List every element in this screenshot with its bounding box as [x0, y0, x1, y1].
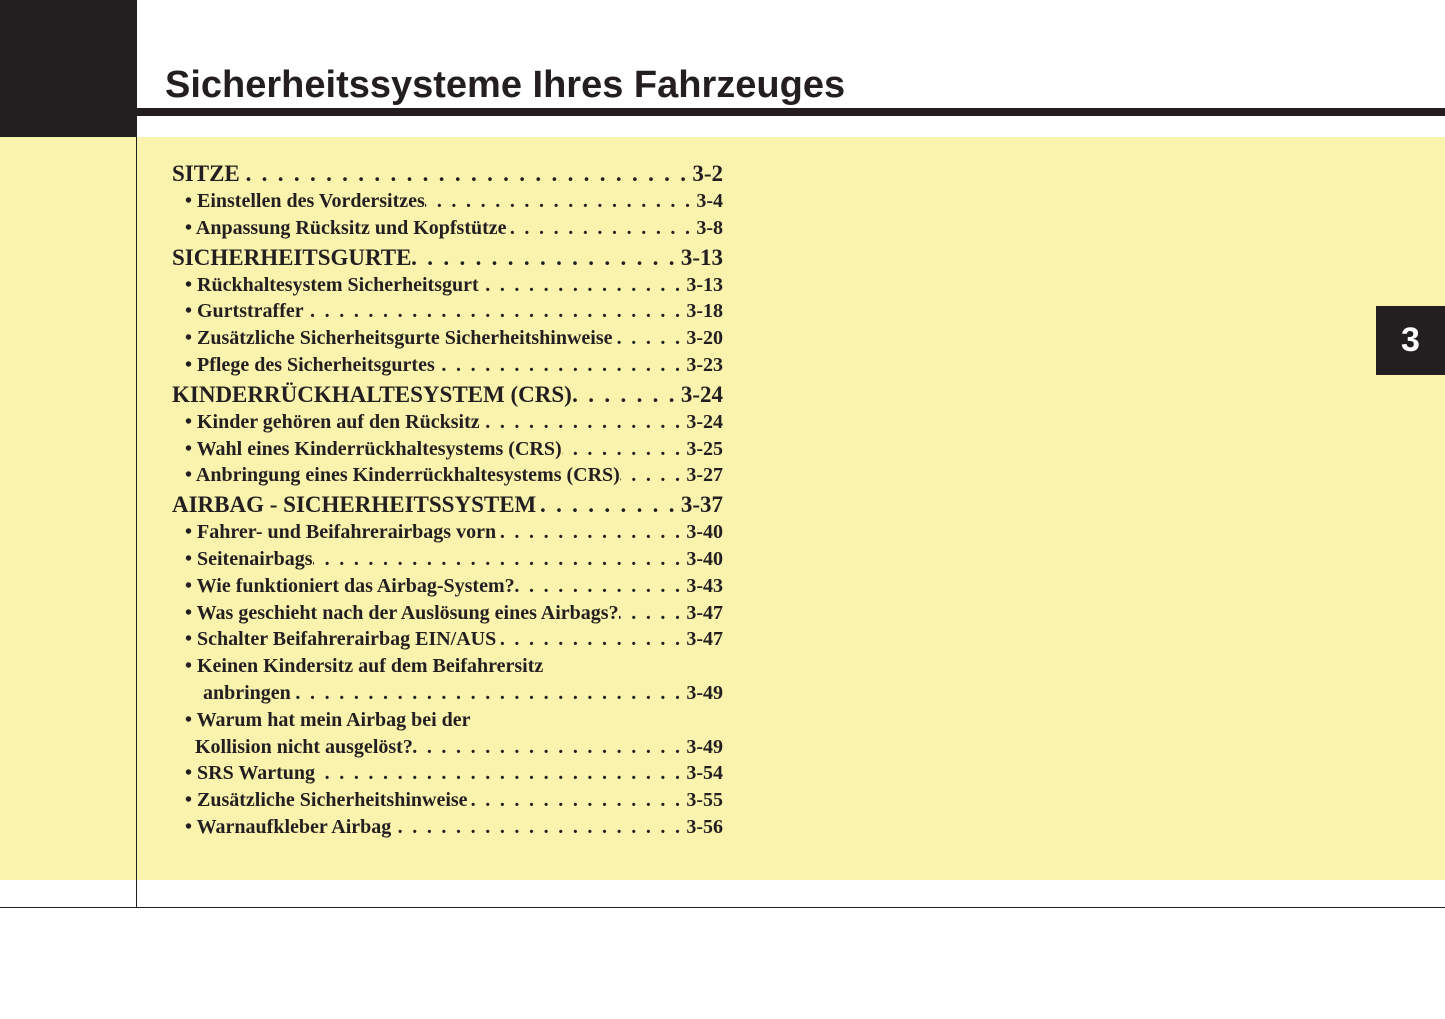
toc-section-entry[interactable] [172, 490, 723, 519]
toc-page-number: 3-49 [686, 735, 723, 758]
toc-subsection-entry[interactable] [172, 215, 723, 242]
toc-page-number: 3-55 [686, 789, 723, 812]
toc-entry-label: • Einstellen des Vordersitzes [185, 190, 425, 212]
toc-entry-label: • Zusätzliche Sicherheitsgurte Sicherheitshinweise [185, 327, 613, 350]
corner-block [0, 0, 137, 137]
toc-page-number: 3-56 [686, 815, 723, 838]
toc-entry-label: • Keinen Kindersitz auf dem Beifahrersitz [185, 655, 544, 678]
toc-subsection-entry[interactable] [172, 298, 723, 325]
toc-subsection-entry[interactable] [172, 680, 723, 707]
toc-entry-label: • Rückhaltesystem Sicherheitsgurt [185, 273, 479, 296]
toc-dot-leader [479, 272, 687, 299]
toc-page-number: 3-43 [686, 574, 723, 597]
toc-page-number: 3-37 [680, 492, 723, 518]
toc-section-entry[interactable] [172, 380, 723, 409]
toc-page-number: 3-13 [680, 244, 723, 270]
toc-page-number: 3-47 [686, 601, 723, 624]
toc-subsection-entry[interactable] [172, 325, 723, 352]
toc-dot-leader [315, 760, 686, 787]
toc-page-number: 3-40 [686, 547, 723, 570]
toc-dot-leader [619, 600, 687, 627]
toc-subsection-entry [172, 707, 723, 734]
toc-page-number: 3-49 [686, 681, 723, 704]
toc-subsection-entry[interactable] [172, 519, 723, 546]
bottom-rule [0, 907, 1445, 908]
left-margin-line [136, 137, 137, 908]
toc-entry-label: anbringen [203, 681, 291, 704]
toc-page-number: 3-18 [686, 300, 723, 323]
toc-entry-label: • Wie funktioniert das Airbag-System? [185, 574, 515, 597]
toc-subsection-entry[interactable] [172, 436, 723, 463]
toc-entry-label: • Was geschieht nach der Auslösung eines Airbags? [185, 601, 619, 624]
toc-dot-leader [480, 409, 687, 436]
toc-subsection-entry[interactable] [172, 188, 723, 215]
toc-dot-leader [496, 519, 686, 546]
title-rule [137, 108, 1445, 116]
toc-subsection-entry[interactable] [172, 573, 723, 600]
toc-subsection-entry[interactable] [172, 462, 723, 489]
toc-subsection-entry[interactable] [172, 600, 723, 627]
toc-dot-leader [536, 490, 681, 519]
toc-dot-leader [291, 680, 687, 707]
toc-page-number: 3-47 [686, 628, 723, 651]
page-title: Sicherheitssysteme Ihres Fahrzeuges [165, 64, 846, 106]
toc-dot-leader [425, 188, 697, 215]
toc-subsection-entry[interactable] [172, 352, 723, 379]
toc-entry-label: SICHERHEITSGURTE [172, 244, 412, 270]
toc-entry-label: • Pflege des Sicherheitsgurtes [185, 353, 435, 376]
toc-entry-label: • Seitenairbags [185, 547, 313, 570]
toc-dot-leader [304, 298, 687, 325]
toc-section-entry[interactable] [172, 243, 723, 272]
toc-subsection-entry[interactable] [172, 272, 723, 299]
toc-dot-leader [435, 352, 687, 379]
toc-page-number: 3-4 [696, 190, 723, 212]
toc-subsection-entry[interactable] [172, 626, 723, 653]
toc-section-entry[interactable] [172, 159, 723, 188]
toc-entry-label: • Anbringung eines Kinderrückhaltesystems (CRS) [185, 464, 620, 487]
toc-entry-label: • Kinder gehören auf den Rücksitz [185, 410, 480, 433]
toc-dot-leader [468, 787, 687, 814]
toc-subsection-entry[interactable] [172, 814, 723, 841]
toc-entry-label: • Warum hat mein Airbag bei der [185, 708, 471, 731]
toc-dot-leader [562, 436, 687, 463]
toc-entry-label: • SRS Wartung [185, 762, 316, 785]
toc-entry-label: SITZE [172, 161, 240, 186]
toc-page-number: 3-2 [692, 161, 723, 186]
toc-page-number: 3-24 [680, 381, 723, 407]
toc-dot-leader [507, 215, 697, 242]
toc-subsection-entry [172, 653, 723, 680]
toc-page-number: 3-23 [686, 353, 723, 376]
toc-page-number: 3-27 [686, 464, 723, 487]
toc-dot-leader [620, 462, 687, 489]
toc-entry-label: AIRBAG - SICHERHEITSSYSTEM [172, 492, 537, 518]
chapter-tab[interactable]: 3 [1376, 306, 1445, 375]
toc-page-number: 3-20 [686, 327, 723, 350]
toc-entry-label: KINDERRÜCKHALTESYSTEM (CRS) [172, 381, 572, 407]
table-of-contents [172, 158, 723, 841]
toc-page-number: 3-13 [686, 273, 723, 296]
toc-dot-leader [496, 626, 686, 653]
toc-subsection-entry[interactable] [172, 546, 723, 573]
toc-page-number: 3-25 [686, 437, 723, 460]
toc-subsection-entry[interactable] [172, 734, 723, 761]
toc-subsection-entry[interactable] [172, 787, 723, 814]
toc-dot-leader [613, 325, 687, 352]
toc-entry-label: • Gurtstraffer [185, 300, 304, 323]
toc-entry-label: • Warnaufkleber Airbag [185, 815, 392, 838]
toc-dot-leader [391, 814, 686, 841]
toc-page-number: 3-40 [686, 521, 723, 544]
toc-dot-leader [515, 573, 687, 600]
toc-dot-leader [413, 734, 687, 761]
toc-entry-label: • Zusätzliche Sicherheitshinweise [185, 789, 468, 812]
toc-page-number: 3-8 [696, 216, 723, 239]
toc-entry-label: • Anpassung Rücksitz und Kopfstütze [185, 216, 507, 239]
toc-entry-label: Kollision nicht ausgelöst? [195, 735, 413, 758]
toc-dot-leader [572, 380, 681, 409]
toc-page-number: 3-54 [686, 762, 723, 785]
toc-dot-leader [313, 546, 687, 573]
toc-dot-leader [240, 159, 693, 188]
toc-subsection-entry[interactable] [172, 409, 723, 436]
toc-entry-label: • Schalter Beifahrerairbag EIN/AUS [185, 628, 497, 651]
toc-dot-leader [412, 243, 681, 272]
toc-page-number: 3-24 [686, 410, 723, 433]
toc-entry-label: • Wahl eines Kinderrückhaltesystems (CRS) [185, 437, 562, 460]
toc-entry-label: • Fahrer- und Beifahrerairbags vorn [185, 521, 497, 544]
toc-subsection-entry[interactable] [172, 760, 723, 787]
